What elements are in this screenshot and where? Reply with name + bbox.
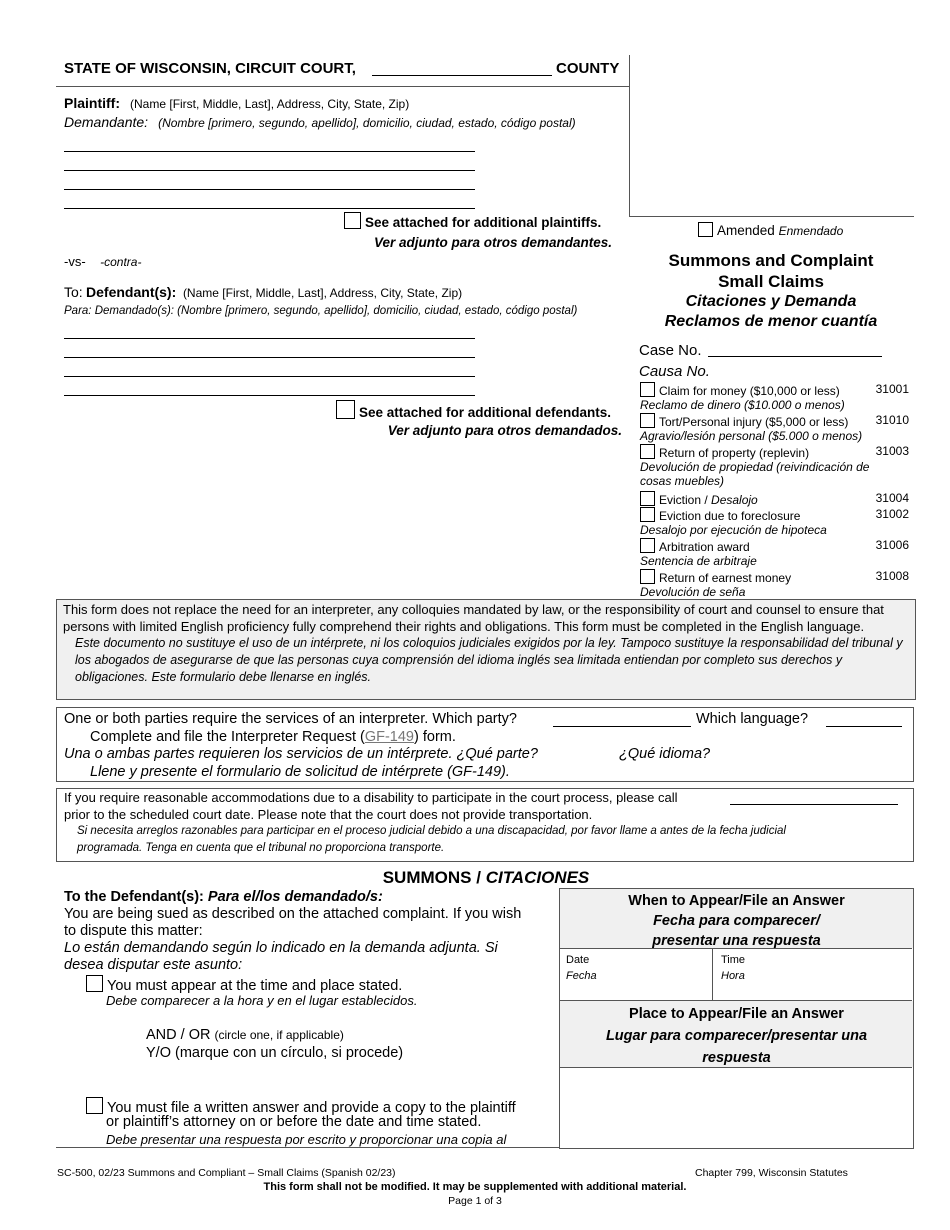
interpreter-language-field[interactable] xyxy=(826,726,902,727)
case-type-eviction: Eviction / Desalojo 31004 xyxy=(640,491,912,507)
page-number: Page 1 of 3 xyxy=(448,1195,502,1207)
file-answer-option-es: Debe presentar una respuesta por escrito y proporcionar una copia al xyxy=(106,1132,507,1147)
footer-notice: This form shall not be modified. It may be supplemented with additional material. xyxy=(263,1181,687,1193)
case-type-checkbox[interactable] xyxy=(640,538,655,553)
footer-statute: Chapter 799, Wisconsin Statutes xyxy=(695,1167,848,1179)
appear-checkbox[interactable] xyxy=(86,975,103,992)
interpreter-question-es: Una o ambas partes requieren los servicios de un intérprete. ¿Qué parte? xyxy=(64,746,538,762)
defendant-line[interactable] xyxy=(64,376,475,377)
interpreter-notice: This form does not replace the need for an interpreter, any colloquies mandated by law, or the responsibility of court and counsel to ensure that persons with limited English proficiency fully comprehend their rights and obligations. This form must be completed in the English language. Este documento no sustituye el uso de un intérprete, ni los coloquios judiciales exigidos por la ley. Tampoco sustituye la responsabilidad del tribunal y los abogados de asegurarse de que las personas cuya comprensión del idioma inglés sea limitada entiendan por completo sus derechos y obligaciones. Este formulario debe llenarse en inglés. xyxy=(56,599,916,700)
footer-form-id: SC-500, 02/23 Summons and Compliant – Small Claims (Spanish 02/23) xyxy=(57,1167,396,1179)
caption-divider xyxy=(629,55,630,217)
interpreter-instruction-es: Llene y presente el formulario de solicitud de intérprete (GF-149). xyxy=(90,764,510,780)
accommodations-text-es: Si necesita arreglos razonables para participar en el proceso judicial debido a una discapacidad, por favor llame a antes de la fecha judicial xyxy=(77,825,786,837)
file-answer-option-2: or plaintiff’s attorney on or before the date and time stated. xyxy=(106,1114,482,1130)
date-time-divider xyxy=(712,948,713,1000)
summons-to-defendant: To the Defendant(s): Para el/los demandado/s: xyxy=(64,889,383,905)
accommodations-text: If you require reasonable accommodations due to a disability to participate in the court process, please call xyxy=(64,790,678,805)
date-field[interactable]: Date Fecha xyxy=(566,954,597,982)
and-or-es: Y/O (marque con un círculo, si procede) xyxy=(146,1045,404,1061)
place-field[interactable] xyxy=(562,1070,910,1145)
case-type-checkbox[interactable] xyxy=(640,444,655,459)
defendant-line[interactable] xyxy=(64,395,475,396)
case-type-arbitration: Arbitration award 31006 Sentencia de arbitraje xyxy=(640,538,909,568)
amended-checkbox[interactable] xyxy=(698,222,713,237)
interpreter-instruction: Complete and file the Interpreter Request (GF-149) form. xyxy=(90,729,456,745)
case-number-label-es: Causa No. xyxy=(639,363,710,380)
case-type-checkbox[interactable] xyxy=(640,413,655,428)
when-to-appear-header: When to Appear/File an Answer Fecha para comparecer/ presentar una respuesta xyxy=(560,889,913,948)
additional-defendants-es: Ver adjunto para otros demandados. xyxy=(387,423,622,438)
county-field[interactable] xyxy=(372,74,552,76)
case-number-label: Case No. xyxy=(639,342,702,359)
case-type-checkbox[interactable] xyxy=(640,491,655,506)
summons-bottom-rule xyxy=(56,1147,559,1148)
appear-option: You must appear at the time and place stated. xyxy=(86,975,402,994)
case-number-field[interactable] xyxy=(708,356,882,357)
appear-box-rule xyxy=(559,1067,912,1068)
time-field[interactable]: Time Hora xyxy=(721,954,746,982)
interpreter-language-question-es: ¿Qué idioma? xyxy=(619,746,711,762)
county-label: COUNTY xyxy=(556,60,620,77)
summons-heading: SUMMONS / CITACIONES xyxy=(382,868,590,887)
defendant-heading: To: Defendant(s): (Name [First, Middle, Last], Address, City, State, Zip) xyxy=(64,284,463,300)
defendant-line[interactable] xyxy=(64,338,475,339)
plaintiff-line[interactable] xyxy=(64,151,475,152)
gf-149-link[interactable]: GF-149 xyxy=(364,729,415,745)
accommodations-text-2: prior to the scheduled court date. Please note that the court does not provide transportation. xyxy=(64,807,593,822)
caption-box-bottom xyxy=(629,216,914,217)
summons-sued-text: You are being sued as described on the attached complaint. If you wish to dispute this matter: Lo están demandando según lo indicado en la demanda adjunta. Si desea disputar este asunto: xyxy=(64,906,522,973)
plaintiff-heading-es: Demandante: (Nombre [primero, segundo, apellido], domicilio, ciudad, estado, código postal) xyxy=(64,114,576,130)
case-type-eviction-foreclosure: Eviction due to foreclosure 31002 Desalojo por ejecución de hipoteca xyxy=(640,507,909,537)
defendant-heading-es: Para: Demandado(s): (Nombre [primero, segundo, apellido], domicilio, ciudad, estado, código postal) xyxy=(64,305,578,317)
plaintiff-heading: Plaintiff: (Name [First, Middle, Last], Address, City, State, Zip) xyxy=(64,95,410,111)
file-answer-checkbox[interactable] xyxy=(86,1097,103,1114)
file-answer-option: You must file a written answer and provide a copy to the plaintiff xyxy=(86,1097,516,1116)
amended: Amended Enmendado xyxy=(698,222,843,238)
case-type-claim-for-money: Claim for money ($10,000 or less) 31001 Reclamo de dinero ($10.000 o menos) xyxy=(640,382,909,412)
form-title: Summons and Complaint Small Claims Citaciones y Demanda Reclamos de menor cuantía xyxy=(664,251,878,330)
case-type-return-of-property: Return of property (replevin) 31003 Devolución de propiedad (reivindicación de cosas muebles) xyxy=(640,444,909,488)
accommodations-phone-field[interactable] xyxy=(730,804,898,805)
interpreter-language-question: Which language? xyxy=(696,711,809,727)
court-heading: STATE OF WISCONSIN, CIRCUIT COURT, xyxy=(64,60,356,77)
case-type-checkbox[interactable] xyxy=(640,569,655,584)
plaintiff-line[interactable] xyxy=(64,189,475,190)
header-divider xyxy=(56,86,630,87)
appear-box-rule xyxy=(559,948,912,949)
accommodations-text-es-2: programada. Tenga en cuenta que el tribunal no proporciona transporte. xyxy=(77,842,445,854)
versus: -vs- -contra- xyxy=(64,254,142,269)
case-type-earnest-money: Return of earnest money 31008 Devolución de seña xyxy=(640,569,909,599)
plaintiff-line[interactable] xyxy=(64,208,475,209)
interpreter-question: One or both parties require the services of an interpreter. Which party? xyxy=(64,711,517,727)
additional-defendants: See attached for additional defendants. xyxy=(336,400,611,420)
defendant-line[interactable] xyxy=(64,357,475,358)
additional-plaintiffs: See attached for additional plaintiffs. xyxy=(344,212,601,230)
case-type-checkbox[interactable] xyxy=(640,507,655,522)
place-to-appear-header: Place to Appear/File an Answer Lugar para comparecer/presentar una respuesta xyxy=(560,1001,913,1067)
and-or: AND / OR (circle one, if applicable) xyxy=(146,1027,344,1043)
appear-option-es: Debe comparecer a la hora y en el lugar establecidos. xyxy=(106,993,418,1008)
plaintiff-line[interactable] xyxy=(64,170,475,171)
additional-plaintiffs-es: Ver adjunto para otros demandantes. xyxy=(373,235,612,250)
interpreter-party-field[interactable] xyxy=(553,726,691,727)
additional-plaintiffs-checkbox[interactable] xyxy=(344,212,361,229)
case-type-tort: Tort/Personal injury ($5,000 or less) 31010 Agravio/lesión personal ($5.000 o menos) xyxy=(640,413,909,443)
additional-defendants-checkbox[interactable] xyxy=(336,400,355,419)
case-type-checkbox[interactable] xyxy=(640,382,655,397)
